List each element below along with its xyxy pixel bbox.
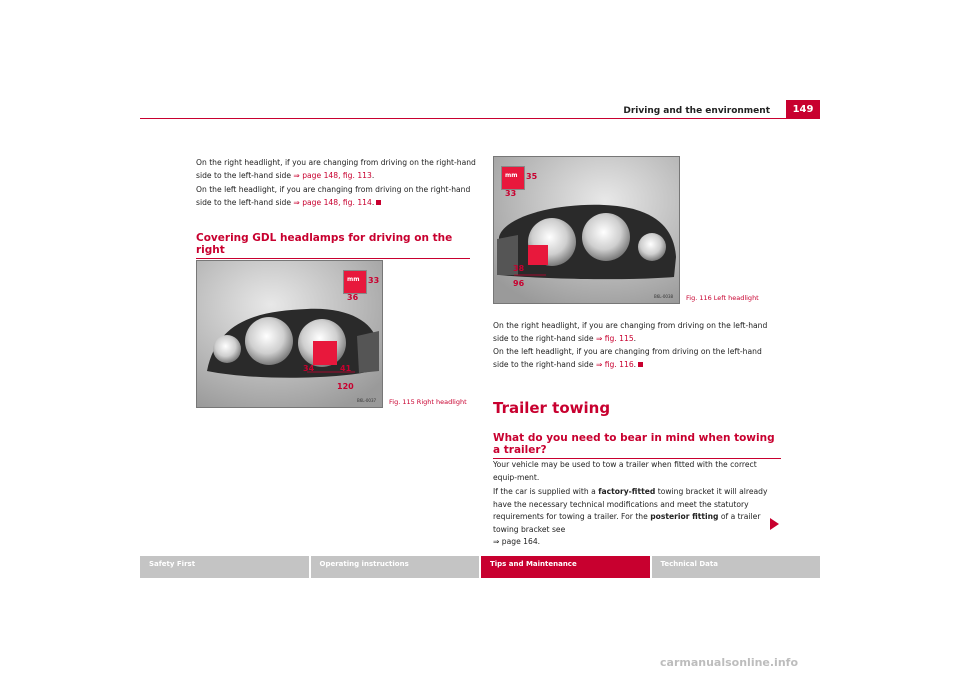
link-fig116[interactable]: ⇒ fig. 116 <box>595 359 634 369</box>
right-paragraph-1: On the right headlight, if you are changing from driving on the left-hand side to the right-hand side ⇒ fig. 115. <box>493 321 768 343</box>
fig115-unit-label: mm <box>347 276 360 283</box>
left-paragraph-2-text: On the left headlight, if you are changing from driving on the right-hand side to the left-hand side <box>196 185 471 207</box>
figure-115-caption: Fig. 115 Right headlight <box>389 398 467 406</box>
fig116-unit-label: mm <box>505 172 518 179</box>
section-heading-gdl: Covering GDL headlamps for driving on the right <box>196 232 470 259</box>
right-paragraph-2: On the left headlight, if you are changing from driving on the left-hand side to the right-hand side ⇒ fig. 116. <box>493 347 762 369</box>
right-paragraph-2-text: On the left headlight, if you are changing from driving on the left-hand side to the right-hand side <box>493 347 762 369</box>
fig116-dim-d: 96 <box>513 279 525 288</box>
figure-116-caption: Fig. 116 Left headlight <box>686 294 759 302</box>
link-page148-fig113[interactable]: ⇒ page 148, fig. 113 <box>293 170 372 180</box>
left-paragraph-2: On the left headlight, if you are changing from driving on the right-hand side to the left-hand side ⇒ page 148, fig. 114. <box>196 185 471 207</box>
fig115-dim-d: 41 <box>340 364 352 373</box>
para4-bold-posterior-fitting: posterior fitting <box>650 512 719 521</box>
link-page148-fig114[interactable]: ⇒ page 148, fig. 114 <box>293 197 372 207</box>
figure-115-right-headlight <box>196 260 383 408</box>
sub-heading-towing: What do you need to bear in mind when towing a trailer? <box>493 432 781 459</box>
tab-technical-data[interactable]: Technical Data <box>652 556 821 578</box>
end-mark <box>376 200 381 205</box>
right-paragraph-1-text: On the right headlight, if you are changing from driving on the left-hand side to the right-hand side <box>493 321 768 343</box>
page-number: 149 <box>786 100 820 118</box>
left-paragraph-1: On the right headlight, if you are changing from driving on the right-hand side to the left-hand side ⇒ page 148, fig. 113. <box>196 158 476 180</box>
end-mark <box>638 362 643 367</box>
fig115-dim-e: 120 <box>337 382 354 391</box>
link-fig115[interactable]: ⇒ fig. 115 <box>595 333 634 343</box>
footer-nav <box>140 556 820 578</box>
fig115-dim-c: 34 <box>303 364 315 373</box>
section-title-trailer-towing: Trailer towing <box>493 399 611 417</box>
tab-safety-first[interactable]: Safety First <box>140 556 309 578</box>
fig116-dim-b: 33 <box>505 189 517 198</box>
figure-116-left-headlight <box>493 156 680 304</box>
para4-bold-factory-fitted: factory-fitted <box>598 487 656 496</box>
fig116-dim-c: 38 <box>513 264 525 273</box>
right-paragraph-3: Your vehicle may be used to tow a trailer when fitted with the correct equip-ment. <box>493 460 757 482</box>
fig115-dim-a: 33 <box>368 276 380 285</box>
header-rule <box>140 118 820 119</box>
para4-text-a: If the car is supplied with a <box>493 487 596 496</box>
fig116-dim-a: 35 <box>526 172 538 181</box>
left-paragraph-1-text: On the right headlight, if you are changing from driving on the right-hand side to the left-hand side <box>196 158 476 180</box>
para4-text-c: towing bracket it will already have the necessary technical modifications and meet the statutory requirements for towing a trailer. For the <box>493 487 768 521</box>
fig115-code: B6L-0037 <box>357 398 377 403</box>
watermark: carmanualsonline.info <box>660 656 798 669</box>
tab-tips-and-maintenance[interactable]: Tips and Maintenance <box>481 556 650 578</box>
next-page-arrow-icon[interactable] <box>770 518 779 530</box>
right-paragraph-4 <box>493 486 775 549</box>
tab-operating-instructions[interactable]: Operating instructions <box>311 556 480 578</box>
para4-text-e: of a trailer towing bracket see <box>493 512 761 534</box>
page-header-title: Driving and the environment <box>623 106 770 116</box>
fig115-dim-b: 36 <box>347 293 359 302</box>
link-page164[interactable]: ⇒ page 164. <box>493 537 541 546</box>
fig116-code: B6L-0038 <box>654 294 674 299</box>
